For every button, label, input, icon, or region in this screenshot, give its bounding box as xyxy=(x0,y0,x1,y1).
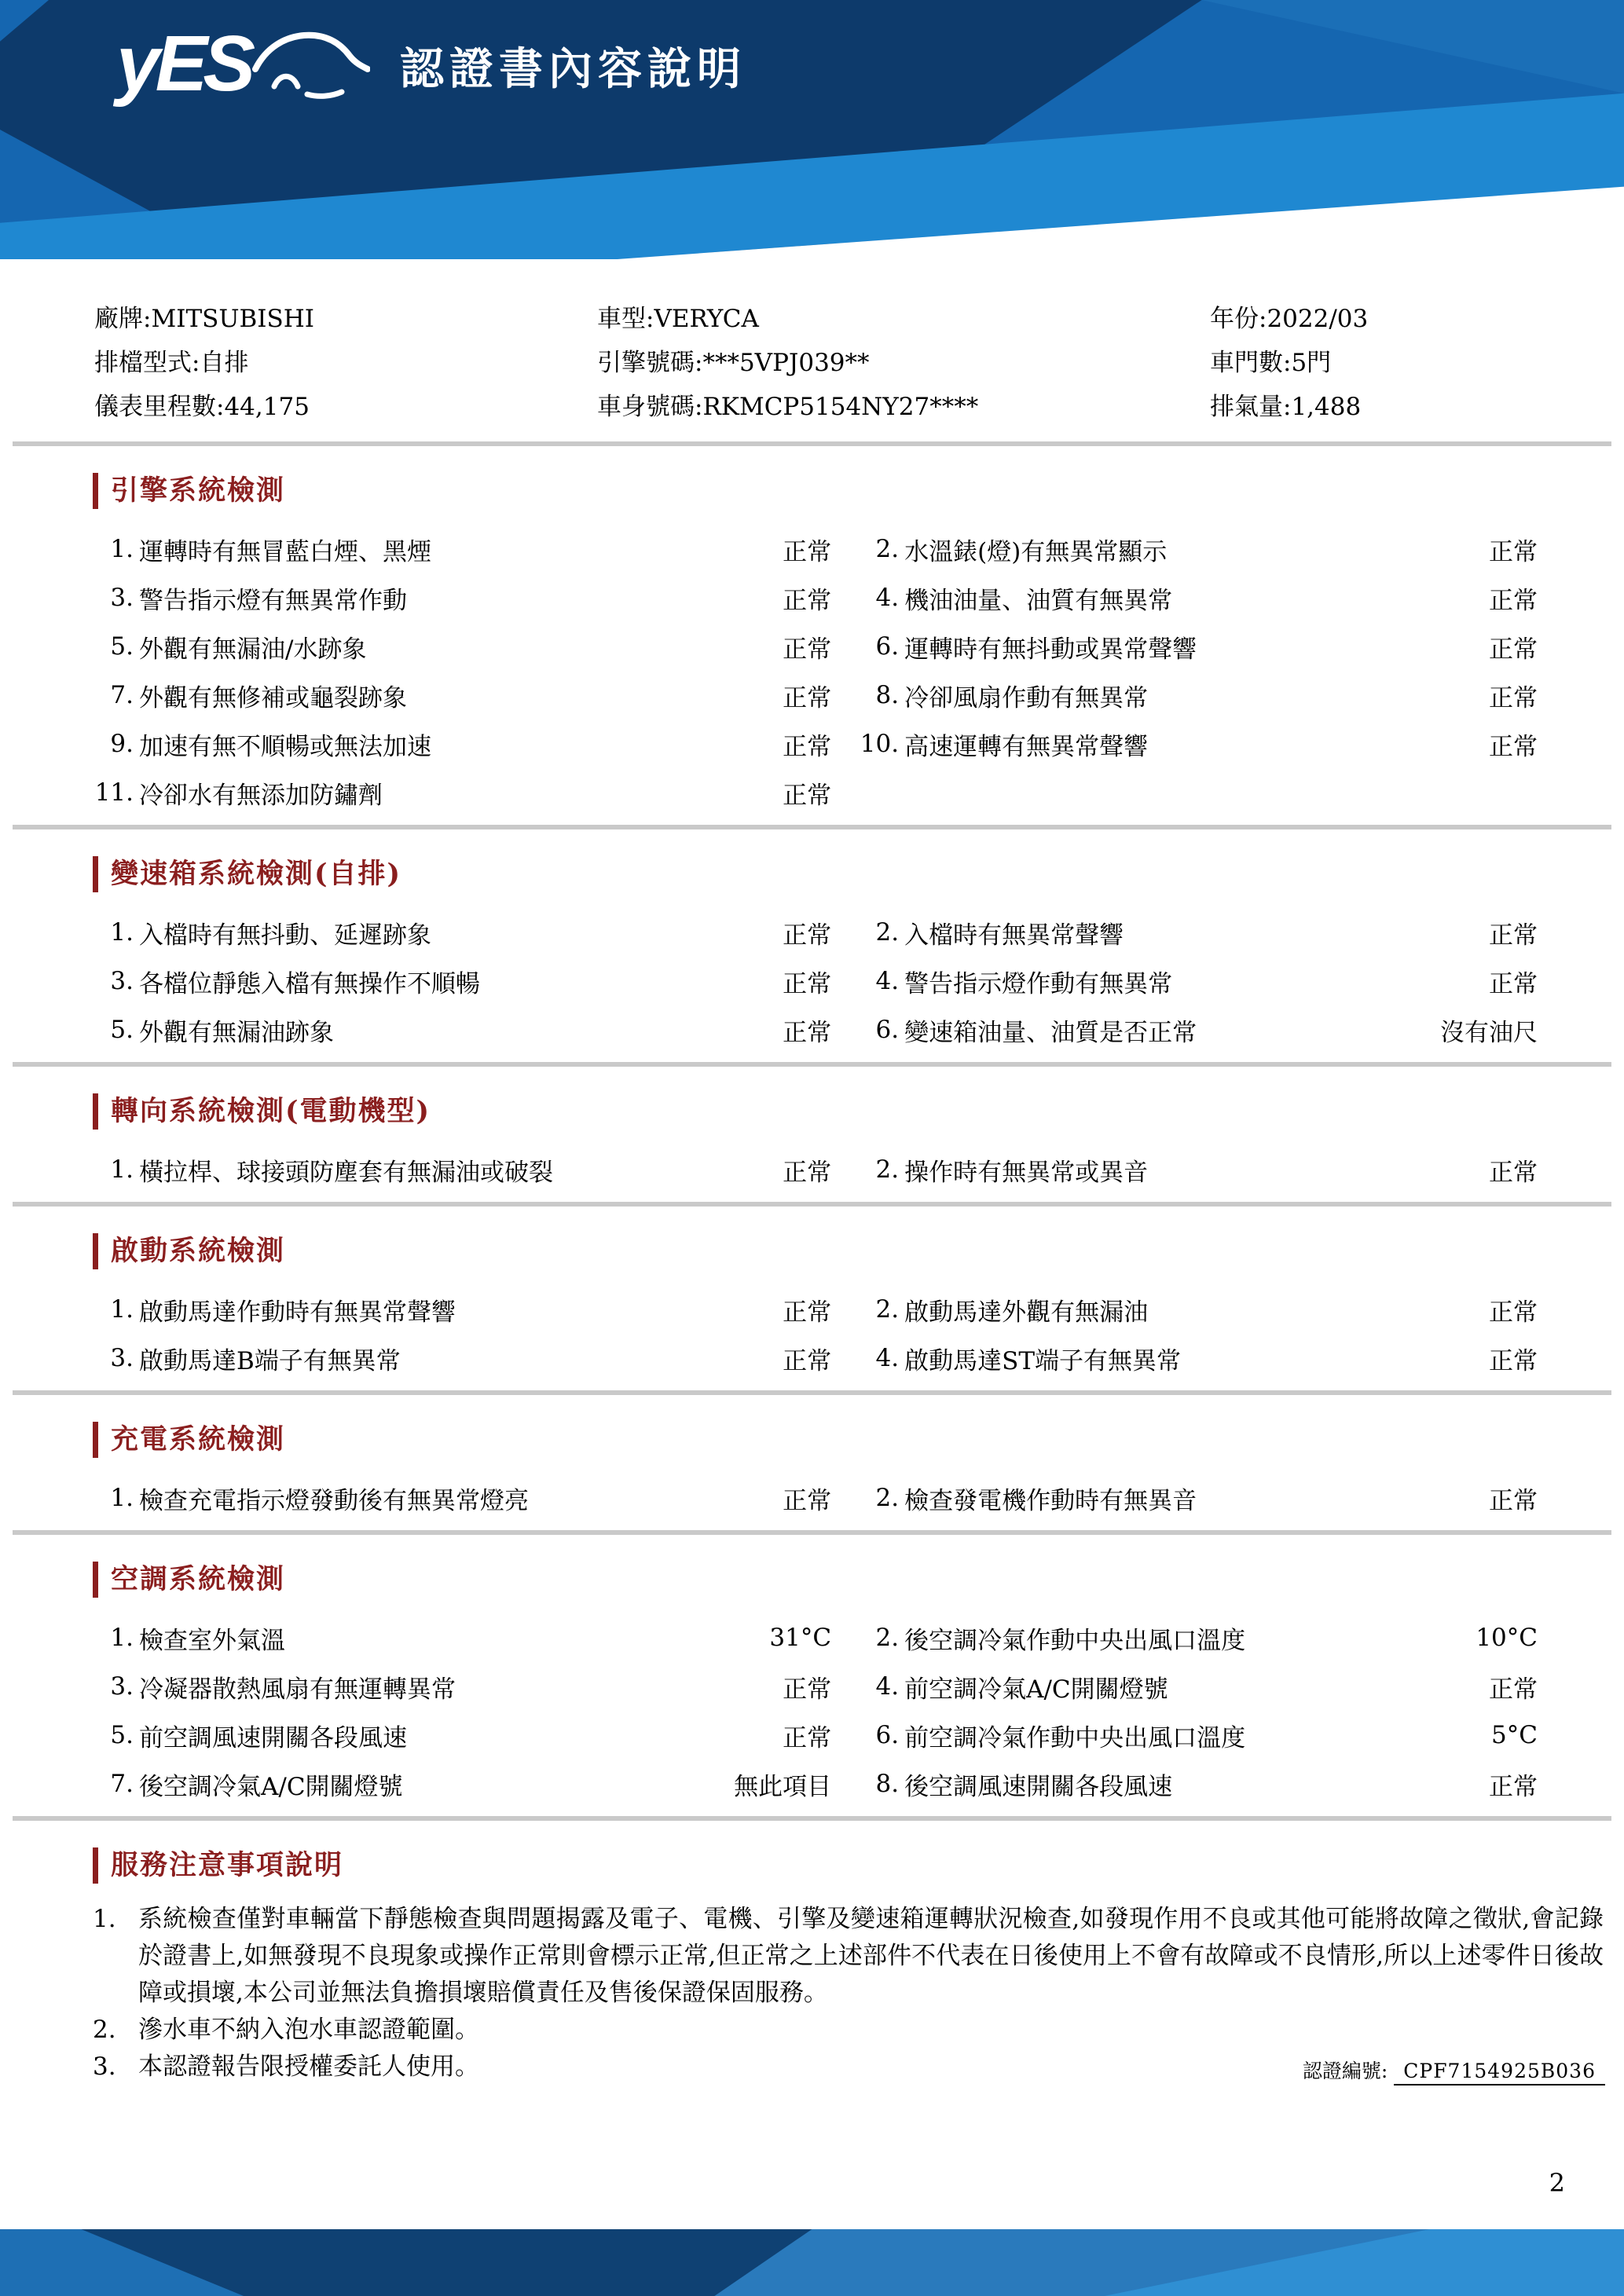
item-result: 正常 xyxy=(783,1675,832,1704)
item-result: 沒有油尺 xyxy=(1439,1018,1538,1047)
inspection-item-row xyxy=(93,1711,831,1760)
section-title-bar xyxy=(93,856,98,892)
brand xyxy=(116,20,747,108)
section xyxy=(0,855,1624,1067)
item-number: 3. xyxy=(110,1672,134,1701)
item-result: 正常 xyxy=(783,1298,832,1327)
section-items xyxy=(93,1613,1538,1808)
item-result: 正常 xyxy=(783,781,832,810)
info-value: ***5VPJ039** xyxy=(702,349,870,377)
info-label: 排氣量: xyxy=(1210,393,1292,421)
item-number: 2. xyxy=(875,1295,900,1324)
sections xyxy=(0,471,1624,1821)
inspection-item-row xyxy=(93,622,831,671)
info-field xyxy=(1210,347,1530,379)
item-text: 機油油量、油質有無異常 xyxy=(904,586,1173,615)
item-text: 檢查發電機作動時有無異音 xyxy=(904,1486,1197,1515)
info-value: VERYCA xyxy=(654,305,759,333)
item-text: 前空調冷氣作動中央出風口溫度 xyxy=(904,1723,1246,1752)
item-result: 正常 xyxy=(1488,921,1538,950)
item-number: 1. xyxy=(110,535,134,563)
info-field xyxy=(597,391,1210,423)
item-result: 31°C xyxy=(769,1624,832,1652)
page-title: 認證書內容說明 xyxy=(400,43,747,95)
info-value: 2022/03 xyxy=(1267,305,1369,333)
item-result: 正常 xyxy=(1488,1675,1538,1704)
item-result: 無此項目 xyxy=(734,1772,832,1801)
item-result: 正常 xyxy=(1488,1486,1538,1515)
inspection-item-row xyxy=(858,720,1538,768)
item-result: 正常 xyxy=(1488,732,1538,761)
section xyxy=(0,1092,1624,1207)
notes-title-row xyxy=(93,1846,1604,1885)
inspection-item-row xyxy=(93,1285,831,1334)
item-text: 警告指示燈有無異常作動 xyxy=(139,586,407,615)
divider xyxy=(13,825,1611,829)
section xyxy=(0,1420,1624,1535)
info-value: 1,488 xyxy=(1291,393,1362,421)
inspection-item-row xyxy=(93,525,831,573)
divider xyxy=(13,1062,1611,1067)
section-title-row xyxy=(93,1420,1538,1459)
divider xyxy=(13,1816,1611,1821)
certificate-label: 認證編號: xyxy=(1302,2060,1388,2082)
item-number: 2. xyxy=(875,918,900,947)
item-number: 6. xyxy=(875,632,900,661)
item-text: 後空調風速開關各段風速 xyxy=(904,1772,1173,1801)
item-result: 正常 xyxy=(1488,635,1538,664)
section-title-bar xyxy=(93,1847,98,1884)
info-label: 引擎號碼: xyxy=(597,349,703,377)
item-text: 檢查室外氣溫 xyxy=(139,1626,285,1655)
item-text: 運轉時有無抖動或異常聲響 xyxy=(904,635,1197,664)
info-field xyxy=(1210,391,1530,423)
item-number: 3. xyxy=(110,967,134,995)
info-value: 5門 xyxy=(1291,349,1332,377)
inspection-item-row xyxy=(93,671,831,720)
info-field xyxy=(597,347,1210,379)
item-text: 各檔位靜態入檔有無操作不順暢 xyxy=(139,969,480,998)
info-value: RKMCP5154NY27**** xyxy=(702,393,979,421)
note-number: 3. xyxy=(93,2052,116,2081)
section xyxy=(0,1560,1624,1821)
info-value: 自排 xyxy=(200,349,249,377)
item-text: 啟動馬達ST端子有無異常 xyxy=(904,1346,1182,1375)
notes-section xyxy=(0,1846,1624,2085)
item-number: 9. xyxy=(110,730,134,758)
item-result: 正常 xyxy=(783,1723,832,1752)
item-number: 1. xyxy=(110,918,134,947)
item-result: 正常 xyxy=(783,537,832,566)
inspection-item-row xyxy=(93,573,831,622)
item-number: 4. xyxy=(875,584,900,612)
item-text: 入檔時有無抖動、延遲跡象 xyxy=(139,921,431,950)
item-text: 變速箱油量、油質是否正常 xyxy=(904,1018,1197,1047)
item-number: 3. xyxy=(110,584,134,612)
section-title-bar xyxy=(93,1422,98,1458)
item-text: 高速運轉有無異常聲響 xyxy=(904,732,1149,761)
item-result: 正常 xyxy=(1488,683,1538,712)
item-result: 正常 xyxy=(783,635,832,664)
item-text: 啟動馬達B端子有無異常 xyxy=(139,1346,401,1375)
item-result: 正常 xyxy=(783,1486,832,1515)
item-text: 運轉時有無冒藍白煙、黑煙 xyxy=(139,537,431,566)
inspection-item-row xyxy=(858,622,1538,671)
section-items xyxy=(93,908,1538,1054)
inspection-item-row xyxy=(93,768,831,817)
item-number: 6. xyxy=(875,1016,900,1044)
certificate-number: CPF7154925B036 xyxy=(1394,2060,1605,2085)
info-label: 廠牌: xyxy=(94,305,152,333)
car-outline-icon xyxy=(252,24,370,99)
section xyxy=(0,471,1624,829)
item-result: 正常 xyxy=(783,1018,832,1047)
section-items xyxy=(93,1145,1538,1194)
section-title: 引擎系統檢測 xyxy=(111,474,286,507)
item-number: 3. xyxy=(110,1344,134,1372)
item-result: 正常 xyxy=(783,921,832,950)
section-title-row xyxy=(93,471,1538,511)
inspection-item-row xyxy=(858,1662,1538,1711)
inspection-item-row xyxy=(93,1760,831,1808)
inspection-item-row xyxy=(93,1005,831,1054)
vehicle-info xyxy=(0,259,1624,423)
item-text: 操作時有無異常或異音 xyxy=(904,1158,1149,1187)
info-field xyxy=(94,391,597,423)
page-number: 2 xyxy=(1549,2168,1565,2198)
inspection-item-row xyxy=(858,1760,1538,1808)
item-number: 1. xyxy=(110,1155,134,1184)
info-value: 44,175 xyxy=(224,393,310,421)
item-number: 2. xyxy=(875,1624,900,1652)
item-number: 4. xyxy=(875,967,900,995)
note-text: 系統檢查僅對車輛當下靜態檢查與問題揭露及電子、電機、引擎及變速箱運轉狀況檢查,如發現作用不良或其他可能將故障之徵狀,會記錄於證書上,如無發現不良現象或操作正常則會標示正常,但正常之上述部件不代表在日後使用上不會有故障或不良情形,所以上述零件日後故障或損壞,本公司並無法負擔損壞賠償責任及售後保證保固服務。 xyxy=(138,1905,1604,2007)
item-result: 正常 xyxy=(783,1158,832,1187)
divider xyxy=(13,441,1611,446)
info-field xyxy=(94,303,597,335)
item-text: 外觀有無漏油/水跡象 xyxy=(139,635,367,664)
section-title-bar xyxy=(93,1233,98,1269)
section-title: 轉向系統檢測(電動機型) xyxy=(111,1095,431,1127)
item-text: 加速有無不順暢或無法加速 xyxy=(139,732,431,761)
divider xyxy=(13,1202,1611,1207)
item-result: 正常 xyxy=(1488,1298,1538,1327)
info-field xyxy=(597,303,1210,335)
item-number: 4. xyxy=(875,1344,900,1372)
item-number: 2. xyxy=(875,535,900,563)
item-result: 正常 xyxy=(1488,537,1538,566)
item-result: 正常 xyxy=(783,683,832,712)
item-number: 8. xyxy=(875,681,900,709)
notes-title: 服務注意事項說明 xyxy=(111,1849,344,1881)
item-result: 正常 xyxy=(783,969,832,998)
item-number: 4. xyxy=(875,1672,900,1701)
section-items xyxy=(93,1285,1538,1382)
item-result: 正常 xyxy=(1488,1772,1538,1801)
section-title-row xyxy=(93,855,1538,894)
info-label: 年份: xyxy=(1210,305,1267,333)
section-title-row xyxy=(93,1232,1538,1271)
item-text: 入檔時有無異常聲響 xyxy=(904,921,1124,950)
inspection-item-row xyxy=(858,671,1538,720)
item-number: 7. xyxy=(110,1770,134,1798)
item-number: 7. xyxy=(110,681,134,709)
inspection-item-row xyxy=(858,1285,1538,1334)
item-result: 正常 xyxy=(783,1346,832,1375)
inspection-item-row xyxy=(93,1145,831,1194)
note-text: 滲水車不納入泡水車認證範圍。 xyxy=(138,2016,479,2044)
divider xyxy=(13,1390,1611,1395)
item-text: 前空調冷氣A/C開關燈號 xyxy=(904,1675,1168,1704)
item-text: 後空調冷氣作動中央出風口溫度 xyxy=(904,1626,1246,1655)
note-row xyxy=(93,1901,1604,2012)
item-text: 冷卻風扇作動有無異常 xyxy=(904,683,1149,712)
item-text: 後空調冷氣A/C開關燈號 xyxy=(139,1772,403,1801)
section-items xyxy=(93,525,1538,817)
note-row xyxy=(93,2012,1604,2049)
item-result: 5°C xyxy=(1491,1721,1538,1749)
info-label: 車身號碼: xyxy=(597,393,703,421)
section xyxy=(0,1232,1624,1395)
info-label: 車型: xyxy=(597,305,654,333)
item-number: 2. xyxy=(875,1484,900,1512)
item-text: 橫拉桿、球接頭防塵套有無漏油或破裂 xyxy=(139,1158,553,1187)
note-number: 1. xyxy=(93,1905,116,1933)
item-text: 警告指示燈作動有無異常 xyxy=(904,969,1173,998)
item-text: 冷卻水有無添加防鏽劑 xyxy=(139,781,383,810)
item-result: 正常 xyxy=(1488,969,1538,998)
info-field xyxy=(94,347,597,379)
info-label: 車門數: xyxy=(1210,349,1292,377)
section-title-row xyxy=(93,1092,1538,1131)
footer-banner xyxy=(0,2229,1624,2296)
item-number: 5. xyxy=(110,1721,134,1749)
item-number: 5. xyxy=(110,632,134,661)
item-number: 6. xyxy=(875,1721,900,1749)
item-result: 正常 xyxy=(1488,586,1538,615)
info-value: MITSUBISHI xyxy=(151,305,315,333)
inspection-item-row xyxy=(858,1613,1538,1662)
section-title: 啟動系統檢測 xyxy=(111,1235,286,1267)
item-text: 水溫錶(燈)有無異常顯示 xyxy=(904,537,1168,566)
header-banner xyxy=(0,0,1624,259)
certificate-line xyxy=(1303,2056,1605,2084)
inspection-item-row xyxy=(858,573,1538,622)
yes-logo: yES xyxy=(116,20,251,108)
item-result: 10°C xyxy=(1476,1624,1538,1652)
note-number: 2. xyxy=(93,2016,116,2044)
section-title-bar xyxy=(93,1562,98,1598)
item-number: 1. xyxy=(110,1624,134,1652)
item-result: 正常 xyxy=(783,586,832,615)
item-number: 2. xyxy=(875,1155,900,1184)
divider xyxy=(13,1530,1611,1535)
item-number: 1. xyxy=(110,1484,134,1512)
inspection-item-row xyxy=(858,908,1538,957)
section-title: 變速箱系統檢測(自排) xyxy=(111,858,402,890)
inspection-item-row xyxy=(858,1711,1538,1760)
note-text: 本認證報告限授權委託人使用。 xyxy=(138,2052,479,2081)
item-text: 外觀有無修補或龜裂跡象 xyxy=(139,683,407,712)
item-text: 啟動馬達外觀有無漏油 xyxy=(904,1298,1149,1327)
section-title: 空調系統檢測 xyxy=(111,1563,286,1595)
item-result: 正常 xyxy=(1488,1346,1538,1375)
info-label: 儀表里程數: xyxy=(94,393,225,421)
item-text: 檢查充電指示燈發動後有無異常燈亮 xyxy=(139,1486,529,1515)
inspection-item-row xyxy=(858,1145,1538,1194)
inspection-item-row xyxy=(93,957,831,1005)
inspection-item-row xyxy=(93,1613,831,1662)
inspection-item-row xyxy=(858,525,1538,573)
item-text: 外觀有無漏油跡象 xyxy=(139,1018,334,1047)
info-label: 排檔型式: xyxy=(94,349,200,377)
info-field xyxy=(1210,303,1530,335)
section-items xyxy=(93,1474,1538,1522)
item-number: 1. xyxy=(110,1295,134,1324)
item-number: 8. xyxy=(875,1770,900,1798)
item-text: 前空調風速開關各段風速 xyxy=(139,1723,407,1752)
section-title-row xyxy=(93,1560,1538,1599)
item-number: 11. xyxy=(94,778,134,807)
section-title-bar xyxy=(93,473,98,509)
section-title: 充電系統檢測 xyxy=(111,1423,286,1456)
inspection-item-row xyxy=(858,1334,1538,1382)
item-number: 5. xyxy=(110,1016,134,1044)
inspection-item-row xyxy=(858,1474,1538,1522)
inspection-item-row xyxy=(858,957,1538,1005)
item-result: 正常 xyxy=(1488,1158,1538,1187)
item-text: 冷凝器散熱風扇有無運轉異常 xyxy=(139,1675,456,1704)
inspection-item-row xyxy=(93,908,831,957)
inspection-item-row xyxy=(93,1334,831,1382)
item-number: 10. xyxy=(860,730,900,758)
inspection-item-row xyxy=(93,1474,831,1522)
section-title-bar xyxy=(93,1093,98,1130)
inspection-item-row xyxy=(858,1005,1538,1054)
item-text: 啟動馬達作動時有無異常聲響 xyxy=(139,1298,456,1327)
item-result: 正常 xyxy=(783,732,832,761)
inspection-item-row xyxy=(93,720,831,768)
inspection-item-row xyxy=(93,1662,831,1711)
